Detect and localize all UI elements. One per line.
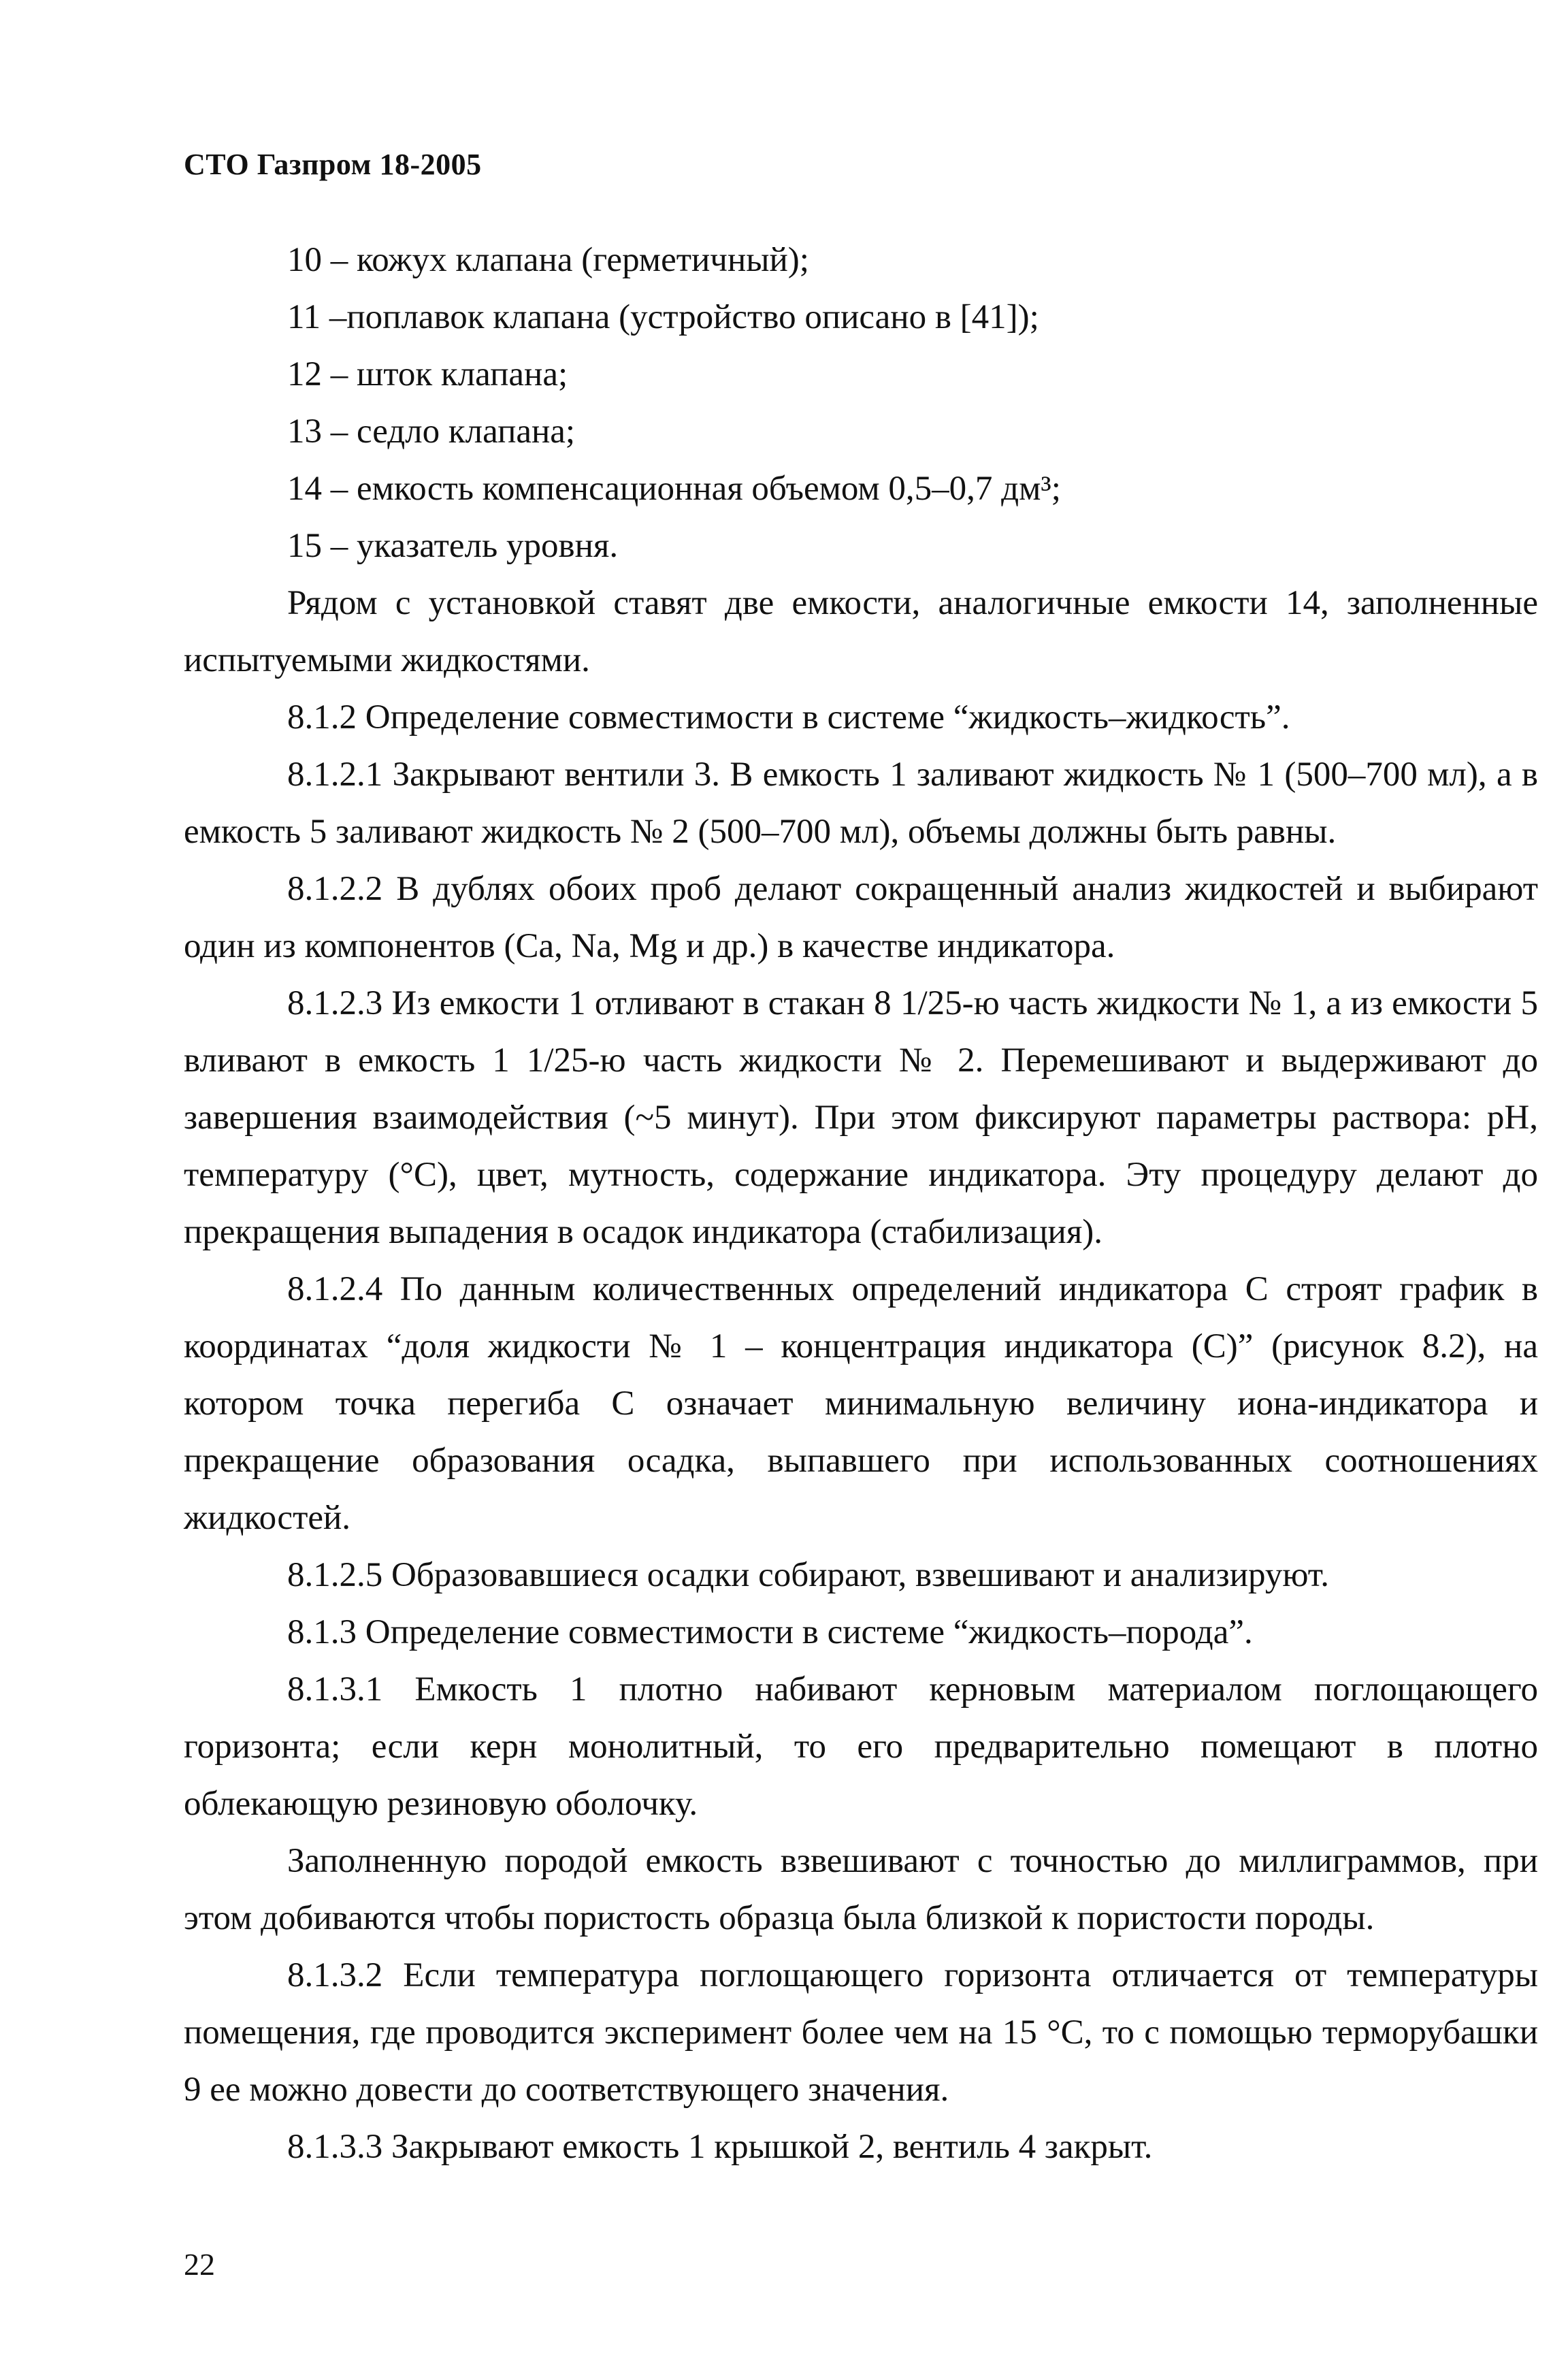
legend-item-14: 14 – емкость компенсационная объемом 0,5–0,7 дм³;: [287, 470, 1061, 508]
legend-item-15: 15 – указатель уровня.: [287, 527, 619, 565]
document-body: [184, 231, 1538, 2175]
paragraph-8-1-3-3: 8.1.3.3 Закрывают емкость 1 крышкой 2, вентиль 4 закрыт.: [287, 2128, 1153, 2166]
legend-item-10: 10 – кожух клапана (герметичный);: [287, 241, 809, 279]
legend-item-13: 13 – седло клапана;: [287, 412, 576, 451]
page-header-title: СТО Газпром 18-2005: [184, 148, 482, 181]
paragraph-8-1-2-1: 8.1.2.1 Закрывают вентили 3. В емкость 1 заливают жидкость № 1 (500–700 мл), а в емкость 5 заливают жидкость № 2 (500–700 мл), объемы должны быть равны.: [184, 756, 1538, 851]
paragraph-filled-container: Заполненную породой емкость взвешивают с точностью до миллиграммов, при этом добиваются чтобы пористость образца была близкой к пористости породы.: [184, 1842, 1538, 1937]
page-number: 22: [184, 2247, 215, 2282]
paragraph-8-1-2-5: 8.1.2.5 Образовавшиеся осадки собирают, взвешивают и анализируют.: [287, 1556, 1329, 1594]
paragraph-8-1-2-2: 8.1.2.2 В дублях обоих проб делают сокращенный анализ жидкостей и выбирают один из компонентов (Са, Na, Mg и др.) в качестве индикатора.: [184, 870, 1538, 965]
section-heading-8-1-3: 8.1.3 Определение совместимости в системе “жидкость–порода”.: [287, 1613, 1253, 1651]
paragraph-8-1-3-2: 8.1.3.2 Если температура поглощающего горизонта отличается от температуры помещения, где проводится эксперимент более чем на 15 °С, то с помощью терморубашки 9 ее можно довести до соответствующего значения.: [184, 1956, 1538, 2109]
legend-item-12: 12 – шток клапана;: [287, 355, 568, 393]
paragraph-8-1-2-4: 8.1.2.4 По данным количественных определений индикатора С строят график в координатах “доля жидкости № 1 – концентрация индикатора (С)” (рисунок 8.2), на котором точка перегиба С означает минимальную величину иона-индикатора и прекращение образования осадка, выпавшего при использованных соотношениях жидкостей.: [184, 1270, 1538, 1537]
paragraph-8-1-2-3: 8.1.2.3 Из емкости 1 отливают в стакан 8 1/25-ю часть жидкости № 1, а из емкости 5 вливают в емкость 1 1/25-ю часть жидкости № 2. Перемешивают и выдерживают до завершения взаимодействия (~5 минут). При этом фиксируют параметры раствора: pH, температуру (°С), цвет, мутность, содержание индикатора. Эту процедуру делают до прекращения выпадения в осадок индикатора (стабилизация).: [184, 984, 1538, 1251]
paragraph-containers: Рядом с установкой ставят две емкости, аналогичные емкости 14, заполненные испытуемыми жидкостями.: [184, 584, 1538, 679]
paragraph-8-1-3-1: 8.1.3.1 Емкость 1 плотно набивают керновым материалом поглощающего горизонта; если керн монолитный, то его предварительно помещают в плотно облекающую резиновую оболочку.: [184, 1670, 1538, 1823]
section-heading-8-1-2: 8.1.2 Определение совместимости в системе “жидкость–жидкость”.: [287, 698, 1290, 737]
legend-item-11: 11 –поплавок клапана (устройство описано в [41]);: [287, 298, 1039, 336]
